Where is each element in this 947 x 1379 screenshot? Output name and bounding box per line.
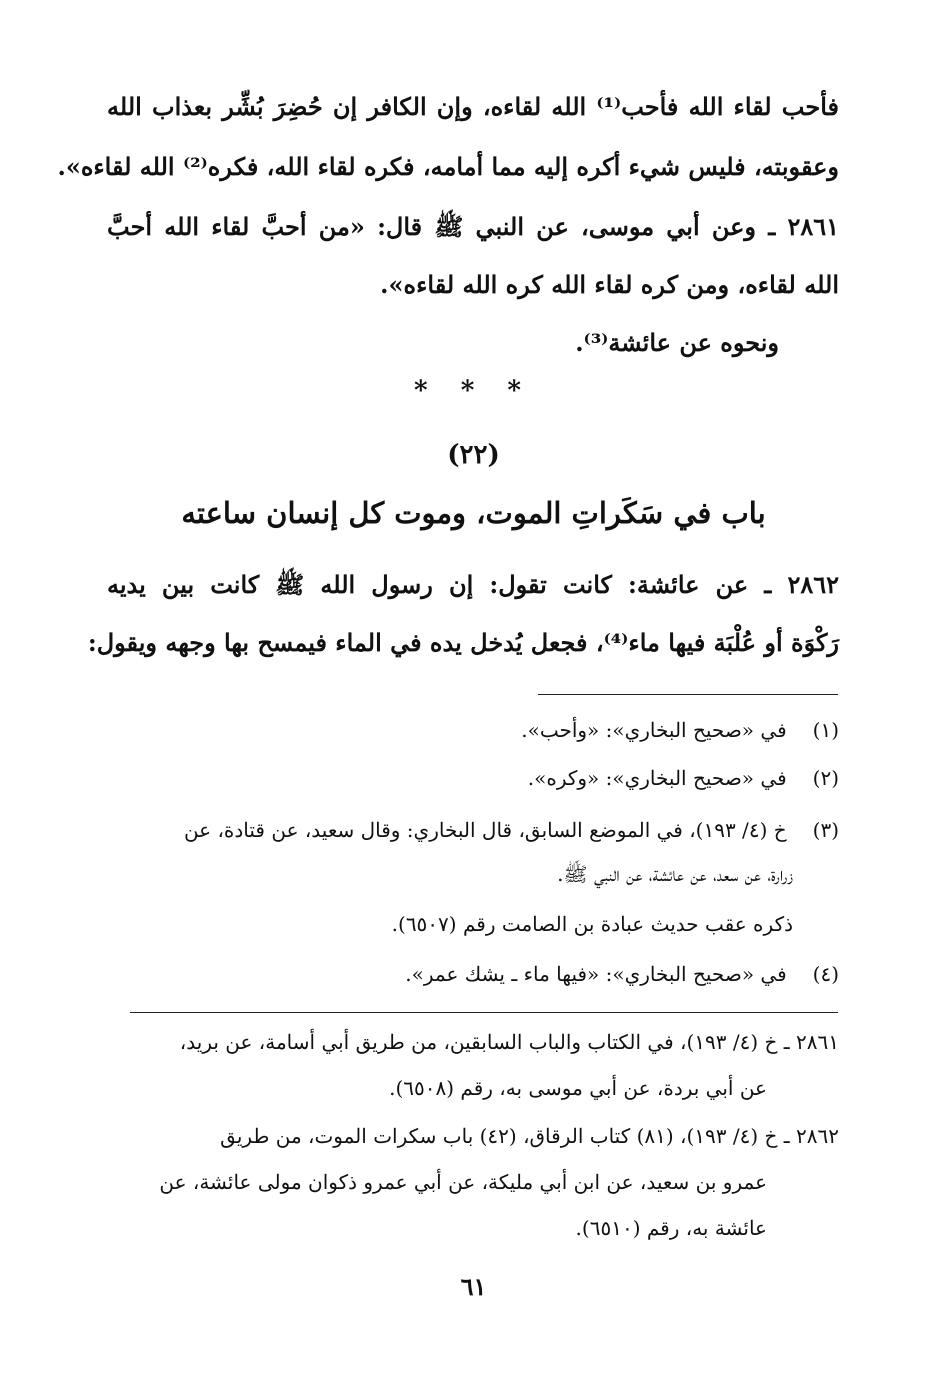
footnote [521,718,839,742]
hadith-2861-line: ٢٨٦١ ـ وعن أبي موسى، عن النبي ﷺ قال: «من أحبَّ لقاء الله أحبَّ [107,212,839,241]
text-line: رَكْوَة أو عُلْبَة فيها ماء⁽⁴⁾، فجعل يُدخل يده في الماء فيمسح بها وجهه ويقول: [87,628,839,657]
footnote-text: خ (٤/ ١٩٣)، في الموضع السابق، قال البخاري: وقال سعيد، عن قتادة، عن [183,818,787,842]
hadith-2862-line: ٢٨٦٢ ـ عن عائشة: كانت تقول: إن رسول الله ﷺ كانت بين يديه [107,570,839,599]
footnote-text: في «صحيح البخاري»: «وأحب». [521,718,787,742]
footnote [528,766,839,790]
footnote-divider [538,694,838,695]
text-line: وعقوبته، فليس شيء أكره إليه مما أمامه، فكره لقاء الله، فكره⁽²⁾ الله لقاءه». [57,152,839,181]
footnote-text: ذكره عقب حديث عبادة بن الصامت رقم (٦٥٠٧). [391,912,793,936]
chapter-title: باب في سَكَراتِ الموت، وموت كل إنسان ساعته [181,496,766,530]
footnote-text: زرارة، عن سعد، عن عائشة، عن النبي ﷺ. [557,862,793,886]
footnote-continuation [392,912,793,936]
chapter-number: (٢٢) [447,440,500,470]
footnote-number: (٣) [812,818,839,842]
takhrij-divider [130,1012,838,1013]
footnote-number: (١) [812,718,839,742]
footnote-number: (٤) [812,962,839,986]
footnote-number: (٢) [812,766,839,790]
takhrij-line: عن أبي بردة، عن أبي موسى به، رقم (٦٥٠٨). [389,1076,767,1100]
footnote-text: في «صحيح البخاري»: «فيها ماء ـ يشك عمر». [405,962,787,986]
takhrij-line: ٢٨٦٢ ـ خ (٤/ ١٩٣)، (٨١) كتاب الرقاق، (٤٢) باب سكرات الموت، من طريق [220,1124,839,1148]
text-line: ونحوه عن عائشة⁽³⁾. [575,328,779,357]
footnote-text: في «صحيح البخاري»: «وكره». [527,766,787,790]
takhrij-line: ٢٨٦١ ـ خ (٤/ ١٩٣)، في الكتاب والباب السابقين، من طريق أبي أسامة، عن بريد، [179,1030,839,1054]
footnote [405,962,839,986]
section-separator: * * * [414,376,533,406]
page-number: ٦١ [460,1272,487,1301]
text-line: فأحب لقاء الله فأحب⁽¹⁾ الله لقاءه، وإن الكافر إن حُضِرَ بُشِّر بعذاب الله [107,92,839,121]
takhrij-line: عائشة به، رقم (٦٥١٠). [575,1216,767,1240]
footnote-continuation [557,862,793,891]
footnote [184,818,839,842]
text-line: الله لقاءه، ومن كره لقاء الله كره الله لقاءه». [380,270,839,299]
takhrij-line: عمرو بن سعيد، عن ابن أبي مليكة، عن أبي عمرو ذكوان مولى عائشة، عن [159,1170,767,1194]
